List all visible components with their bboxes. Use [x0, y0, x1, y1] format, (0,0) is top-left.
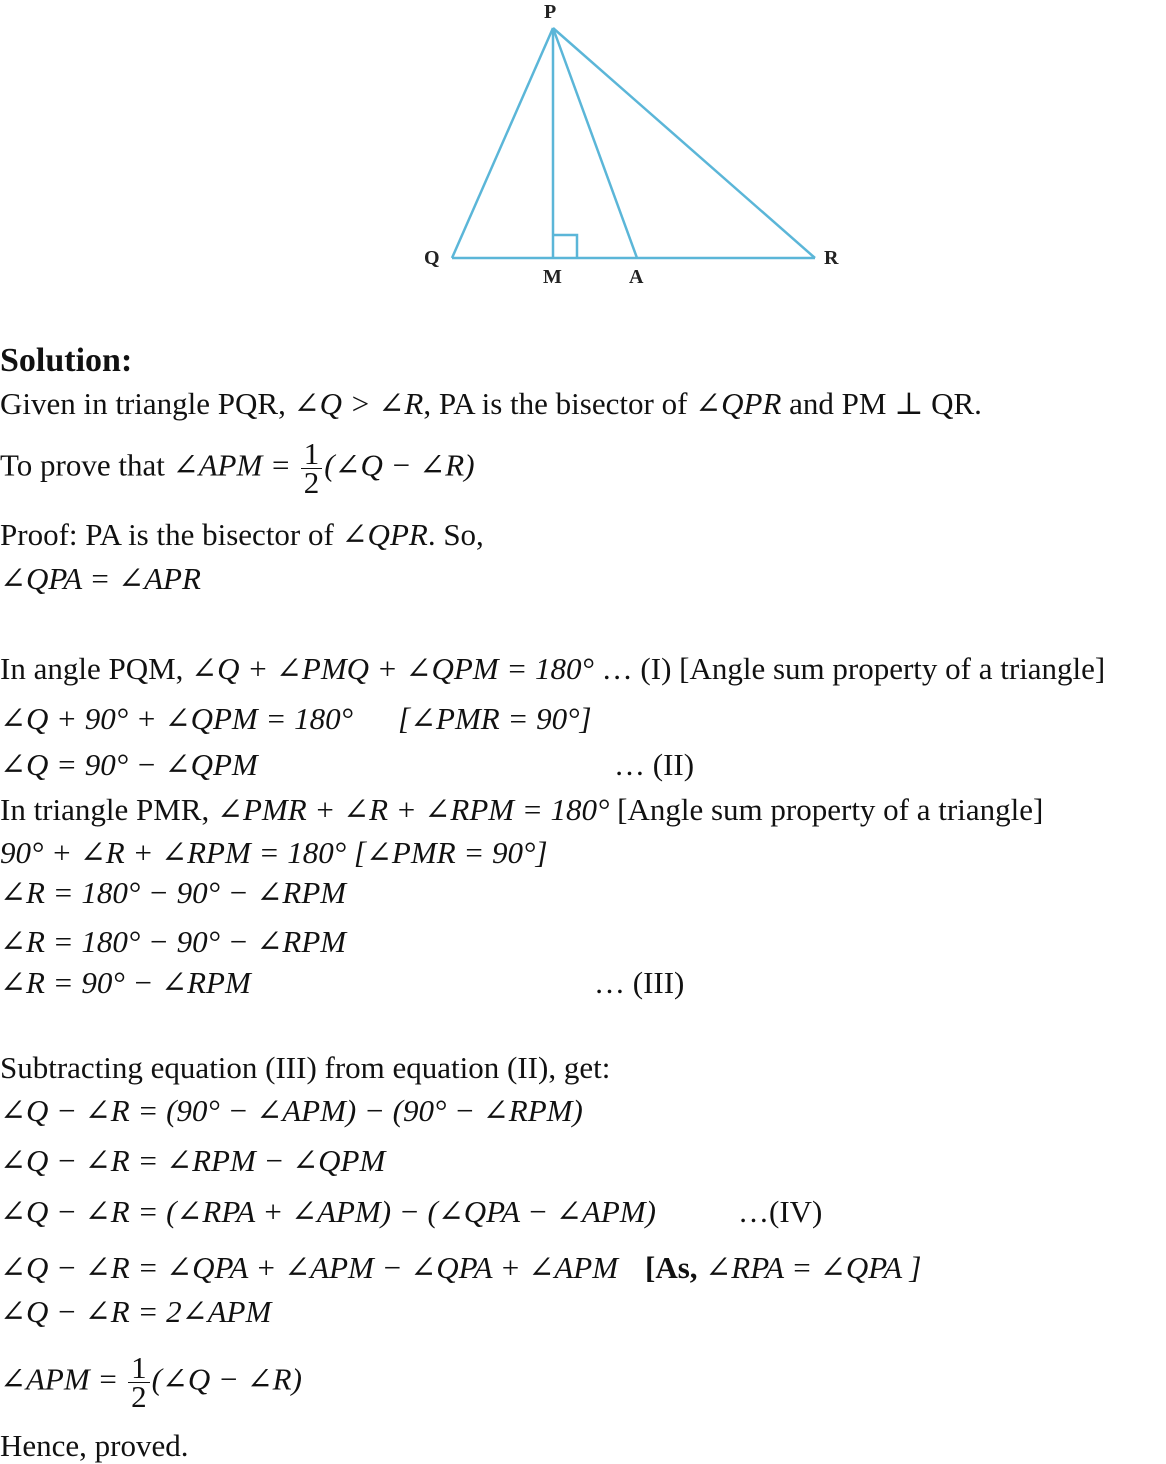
step-1: ∠Q − ∠R = (90° − ∠APM) − (90° − ∠RPM) — [0, 1093, 583, 1128]
triangle-figure — [0, 0, 1166, 300]
final-lhs: ∠APM = — [0, 1361, 127, 1397]
label-a: A — [629, 266, 644, 288]
proof-line — [0, 517, 484, 553]
solution-heading: Solution: — [0, 342, 133, 379]
proof-prefix: Proof: PA is the bisector of — [0, 517, 342, 552]
label-q: Q — [424, 247, 440, 269]
to-prove-rhs: (∠Q − ∠R) — [324, 447, 475, 483]
subtract-line: Subtracting equation (III) from equation (II), get: — [0, 1050, 611, 1085]
conclusion: Hence, proved. — [0, 1428, 189, 1463]
given-prefix: Given in triangle PQR, — [0, 386, 294, 421]
step-4-note-bold: [As, — [645, 1250, 706, 1285]
fraction-numerator: 1 — [301, 440, 323, 469]
triangle-diagram — [0, 0, 1166, 300]
equation-line-5 — [0, 835, 548, 871]
given-mid: , PA is the bisector of — [423, 386, 696, 421]
step-4: ∠Q − ∠R = ∠QPA + ∠APM − ∠QPA + ∠APM — [0, 1250, 619, 1285]
fraction-half — [301, 436, 323, 500]
bisector-equation: ∠QPA = ∠APR — [0, 561, 201, 596]
line-5-equation: 90° + ∠R + ∠RPM = 180° — [0, 835, 347, 870]
to-prove-lhs: ∠APM = — [172, 447, 299, 483]
final-denominator: 2 — [131, 1379, 147, 1414]
given-line — [0, 386, 982, 422]
pmr-line — [0, 792, 1043, 828]
equation-line-3: ∠Q = 90° − ∠QPM — [0, 747, 258, 782]
step-3: ∠Q − ∠R = (∠RPA + ∠APM) − (∠QPA − ∠APM) — [0, 1194, 656, 1229]
to-prove-line — [0, 436, 475, 500]
pmr-equation: ∠PMR + ∠R + ∠RPM = 180° — [217, 792, 610, 827]
side-pq — [452, 28, 553, 258]
label-m: M — [543, 266, 562, 288]
label-r: R — [824, 247, 839, 269]
equation-line-7: ∠R = 180° − 90° − ∠RPM — [0, 924, 347, 959]
tag-iv: …(IV) — [738, 1194, 823, 1229]
line-2-equation: ∠Q + 90° + ∠QPM = 180° — [0, 701, 354, 736]
fraction-denominator: 2 — [303, 465, 320, 500]
right-angle-mark — [553, 235, 577, 258]
equation-line-6: ∠R = 180° − 90° − ∠RPM — [0, 875, 347, 910]
given-suffix: and PM ⊥ QR. — [781, 386, 982, 421]
label-p: P — [544, 1, 557, 23]
line-2-note: [∠PMR = 90°] — [398, 701, 592, 736]
tag-ii: … (II) — [614, 747, 695, 782]
side-pr — [553, 28, 815, 258]
final-numerator: 1 — [128, 1354, 150, 1383]
step-2: ∠Q − ∠R = ∠RPM − ∠QPM — [0, 1143, 386, 1178]
step-4-note — [645, 1250, 921, 1286]
pqm-line — [0, 651, 1105, 687]
final-equation — [0, 1350, 302, 1414]
pqm-prefix: In angle PQM, — [0, 651, 192, 686]
pqm-equation: ∠Q + ∠PMQ + ∠QPM = 180° — [191, 651, 594, 686]
proof-suffix: . So, — [427, 517, 484, 552]
line-5-note: [∠PMR = 90°] — [346, 835, 548, 870]
step-4-note-eq: ∠RPA = ∠QPA ] — [705, 1250, 922, 1285]
proof-angle: ∠QPR — [341, 517, 428, 552]
to-prove-prefix: To prove that — [0, 447, 173, 483]
equation-line-8: ∠R = 90° − ∠RPM — [0, 965, 251, 1000]
bisector-pa — [553, 28, 637, 258]
given-angle: ∠QPR — [695, 386, 782, 421]
tag-iii: … (III) — [594, 965, 685, 1000]
pmr-suffix: [Angle sum property of a triangle] — [609, 792, 1044, 827]
step-5: ∠Q − ∠R = 2∠APM — [0, 1294, 272, 1329]
pqm-suffix: … (I) [Angle sum property of a triangle] — [593, 651, 1106, 686]
final-rhs: (∠Q − ∠R) — [151, 1361, 302, 1397]
equation-line-2 — [0, 701, 353, 737]
pmr-prefix: In triangle PMR, — [0, 792, 217, 827]
final-fraction — [128, 1350, 150, 1414]
given-condition: ∠Q > ∠R — [293, 386, 424, 421]
